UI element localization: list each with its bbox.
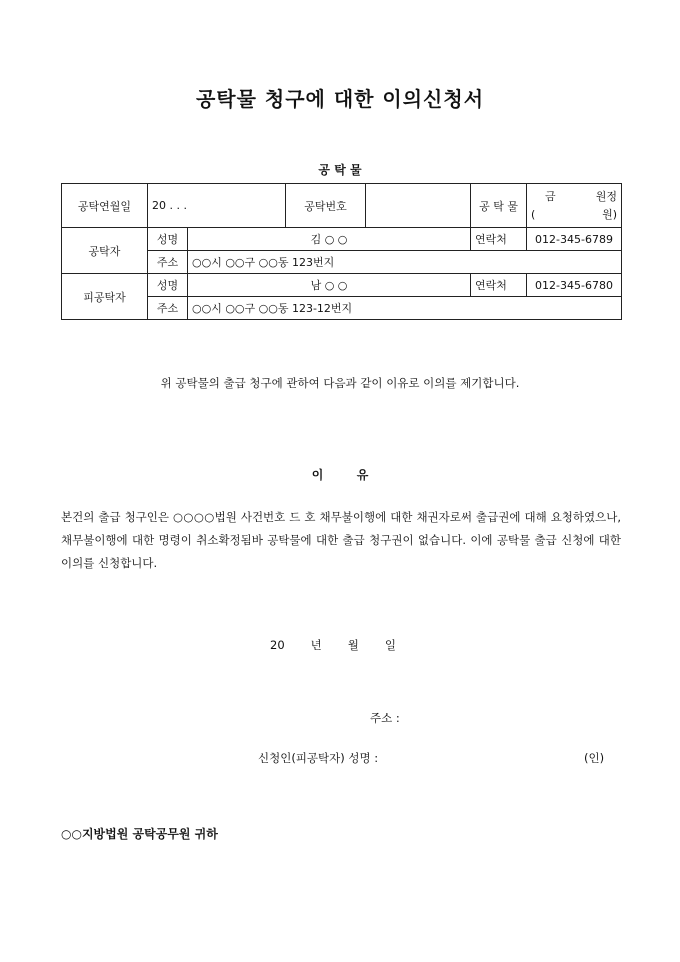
depositor-contact-label: 연락처: [471, 228, 527, 251]
depositor-address: ○○시 ○○구 ○○동 123번지: [188, 251, 622, 274]
deposit-date-label: 공탁연월일: [62, 184, 148, 228]
deposit-section-heading: 공 탁 물: [318, 163, 362, 177]
applicant-address-line: 주소 :: [370, 711, 400, 725]
deposit-table: [61, 183, 622, 320]
depositee-label: 피공탁자: [62, 274, 148, 320]
objection-statement: 위 공탁물의 출급 청구에 관하여 다음과 같이 이유로 이의를 제기합니다.: [160, 376, 520, 390]
depositee-name-label: 성명: [148, 274, 188, 297]
depositee-contact: 012-345-6780: [527, 274, 622, 297]
depositor-label: 공탁자: [62, 228, 148, 274]
depositor-contact: 012-345-6789: [527, 228, 622, 251]
depositee-address-label: 주소: [148, 297, 188, 320]
addressee: ○○지방법원 공탁공무원 귀하: [61, 827, 218, 841]
document-title: 공탁물 청구에 대한 이의신청서: [195, 87, 485, 111]
date-year: 20: [270, 638, 285, 652]
reason-text: 본건의 출급 청구인은 ○○○○법원 사건번호 드 호 채무불이행에 대한 채권자로써 출급권에 대해 요청하였으나, 채무불이행에 대한 명령이 취소확정됨바 공탁물에 대한 출급 청구권이 없습니다. 이에 공탁물 출급 신청에 대한 이의를 신청합니다.: [61, 510, 621, 570]
amount-prefix: 금: [545, 189, 556, 203]
date-day-unit: 일: [384, 638, 396, 652]
depositee-name: 남 ○ ○: [188, 274, 471, 297]
amount-paren-close: 원): [602, 207, 618, 221]
date-month-unit: 월: [347, 638, 359, 652]
deposit-number-label: 공탁번호: [286, 184, 366, 228]
deposit-amount: [527, 184, 622, 228]
depositor-name: 김 ○ ○: [188, 228, 471, 251]
date-year-unit: 년: [310, 638, 322, 652]
depositee-contact-label: 연락처: [471, 274, 527, 297]
depositor-name-label: 성명: [148, 228, 188, 251]
date-line: [270, 637, 422, 653]
seal-mark: (인): [584, 751, 605, 765]
applicant-signature-line: 신청인(피공탁자) 성명 :: [258, 751, 379, 765]
deposit-date-value: 20 . . .: [148, 184, 286, 228]
amount-paren-open: (: [531, 207, 536, 221]
depositee-address: ○○시 ○○구 ○○동 123-12번지: [188, 297, 622, 320]
deposit-item-label: 공 탁 물: [471, 184, 527, 228]
reason-section-heading: 이 유: [311, 468, 369, 482]
deposit-number-value: [366, 184, 471, 228]
amount-suffix: 원정: [595, 189, 618, 203]
depositor-address-label: 주소: [148, 251, 188, 274]
